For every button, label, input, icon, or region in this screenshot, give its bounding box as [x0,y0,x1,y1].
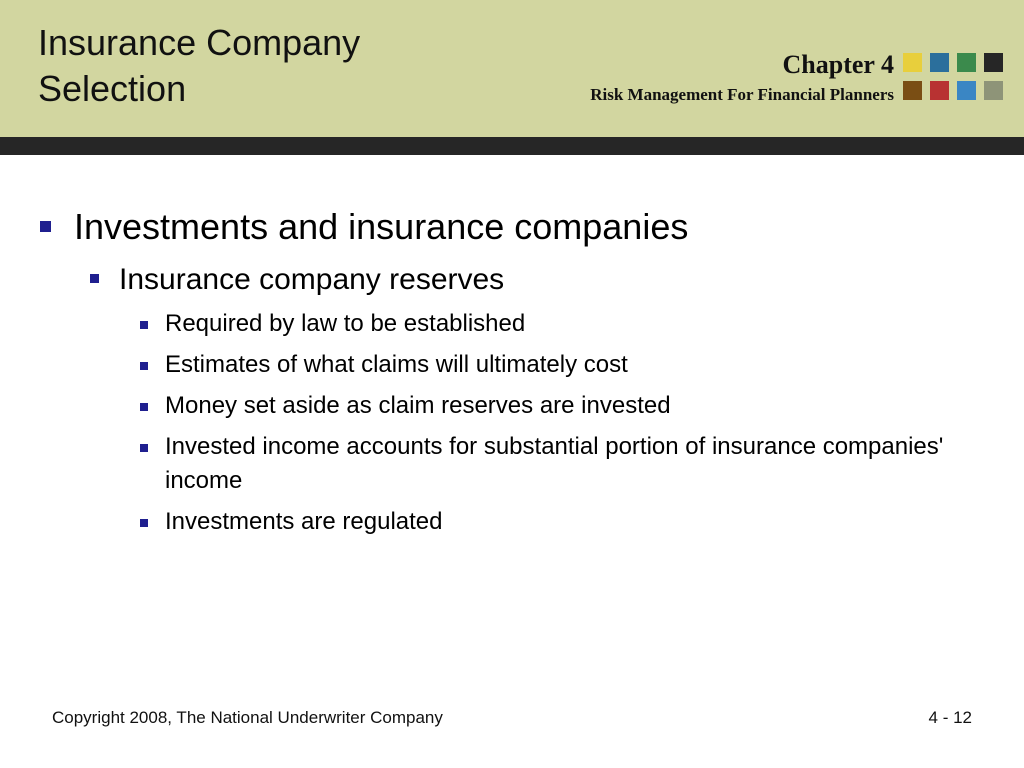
square-bullet-icon [140,444,148,452]
color-tile [903,81,922,100]
book-title: Risk Management For Financial Planners [590,85,894,104]
header-divider-bar [0,137,1024,155]
bullet-text: Money set aside as claim reserves are invested [165,392,671,419]
bullet-text: Required by law to be established [165,310,526,337]
square-bullet-icon [140,519,148,527]
square-bullet-icon [140,403,148,411]
bullet-text: Invested income accounts for substantial portion of insurance companies' income [165,433,944,494]
square-bullet-icon [140,321,148,329]
color-tile [903,53,922,72]
color-tile [930,53,949,72]
bullet-text: Investments and insurance companies [74,206,689,247]
bullet-level2 [90,263,504,297]
color-tile [957,53,976,72]
bullet-level3 [140,312,525,341]
square-bullet-icon [90,274,99,283]
square-bullet-icon [140,362,148,370]
bullet-level3 [140,435,960,498]
copyright-footer: Copyright 2008, The National Underwriter Company [52,708,443,727]
color-tile [984,53,1003,72]
color-tile [984,81,1003,100]
bullet-text: Estimates of what claims will ultimately cost [165,351,628,378]
page-number: 4 - 12 [928,708,972,727]
color-tile [930,81,949,100]
bullet-level1 [40,207,688,247]
square-bullet-icon [40,221,51,232]
bullet-text: Investments are regulated [165,508,443,535]
slide-title: Insurance Company Selection [38,22,361,109]
bullet-level3 [140,394,671,423]
color-tile [957,81,976,100]
slide-body [0,155,1024,695]
bullet-level3 [140,510,443,539]
slide-header [0,0,1024,138]
chapter-label: Chapter 4 [782,50,894,79]
color-tiles-logo [903,53,1007,105]
bullet-text: Insurance company reserves [119,263,505,296]
bullet-level3 [140,353,628,382]
